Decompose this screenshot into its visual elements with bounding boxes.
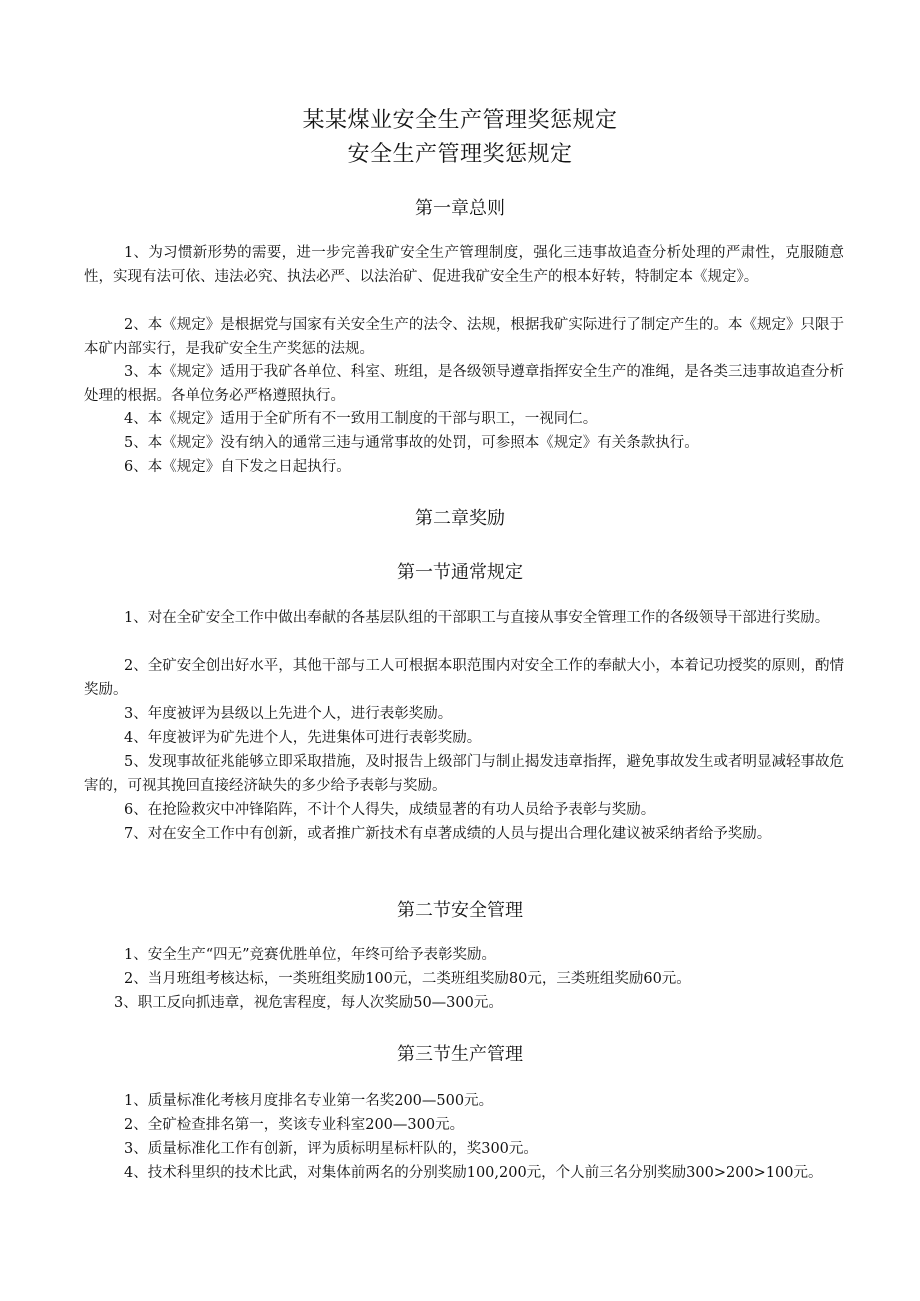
chapter-1-item-6: 6、本《规定》自下发之日起执行。: [124, 459, 351, 475]
section-3-item-2: 2、全矿检查排名第一，奖该专业科室200—300元。: [124, 1117, 465, 1133]
section-3-item-4: 4、技术科里织的技术比武，对集体前两名的分别奖励100,200元，个人前三名分别奖励300>200>100元。: [124, 1165, 823, 1181]
document-subtitle: 安全生产管理奖惩规定: [347, 142, 573, 167]
document-title: 某某煤业安全生产管理奖惩规定: [302, 108, 618, 133]
section-2-item-2: 2、当月班组考核达标，一类班组奖励100元，二类班组奖励80元，三类班组奖励60元。: [124, 971, 691, 987]
chapter-2-heading: 第二章奖励: [415, 508, 505, 529]
section-1-item-4: 4、年度被评为矿先进个人，先进集体可进行表彰奖励。: [124, 730, 482, 746]
section-1-item-5: 5、发现事故征兆能够立即采取措施，及时报告上级部门与制止揭发违章指挥，避免事故发生或者明显减轻事故危害的，可视其挽回直接经济缺失的多少给予表彰与奖励。: [84, 754, 844, 794]
section-3-item-1: 1、质量标准化考核月度排名专业第一名奖200—500元。: [124, 1093, 494, 1109]
chapter-1-heading: 第一章总则: [415, 198, 505, 219]
section-1-item-6: 6、在抢险救灾中冲锋陷阵，不计个人得失，成绩显著的有功人员给予表彰与奖励。: [124, 802, 656, 818]
section-1-heading: 第一节通常规定: [397, 562, 523, 583]
chapter-1-item-5: 5、本《规定》没有纳入的通常三违与通常事故的处罚，可参照本《规定》有关条款执行。: [124, 435, 699, 451]
section-2-heading: 第二节安全管理: [397, 900, 523, 921]
chapter-1-item-1: 1、为习惯新形势的需要，进一步完善我矿安全生产管理制度，强化三违事故追查分析处理的严肃性，克服随意性，实现有法可依、违法必究、执法必严、以法治矿、促进我矿安全生产的根本好转，特制定本《规定》。: [84, 245, 844, 285]
chapter-1-item-3: 3、本《规定》适用于我矿各单位、科室、班组，是各级领导遵章指挥安全生产的准绳，是各类三违事故追查分析处理的根据。各单位务必严格遵照执行。: [84, 364, 844, 404]
section-3-item-3: 3、质量标准化工作有创新，评为质标明星标杆队的，奖300元。: [124, 1141, 538, 1157]
chapter-1-item-4: 4、本《规定》适用于全矿所有不一致用工制度的干部与职工，一视同仁。: [124, 411, 598, 427]
section-2-item-1: 1、安全生产“四无”竞赛优胜单位，年终可给予表彰奖励。: [124, 947, 497, 963]
section-3-heading: 第三节生产管理: [397, 1044, 523, 1065]
section-1-item-3: 3、年度被评为县级以上先进个人，进行表彰奖励。: [124, 706, 453, 722]
chapter-1-item-2: 2、本《规定》是根据党与国家有关安全生产的法令、法规，根据我矿实际进行了制定产生的。本《规定》只限于本矿内部实行，是我矿安全生产奖惩的法规。: [84, 317, 844, 357]
section-1-item-7: 7、对在安全工作中有创新，或者推广新技术有卓著成绩的人员与提出合理化建议被采纳者给予奖励。: [124, 826, 772, 842]
section-2-item-3: 3、职工反向抓违章，视危害程度，每人次奖励50—300元。: [114, 995, 503, 1011]
section-1-item-2: 2、全矿安全创出好水平，其他干部与工人可根据本职范围内对安全工作的奉献大小，本着记功授奖的原则，酌情奖励。: [84, 658, 844, 698]
section-1-item-1: 1、对在全矿安全工作中做出奉献的各基层队组的干部职工与直接从事安全管理工作的各级领导干部进行奖励。: [124, 610, 830, 626]
